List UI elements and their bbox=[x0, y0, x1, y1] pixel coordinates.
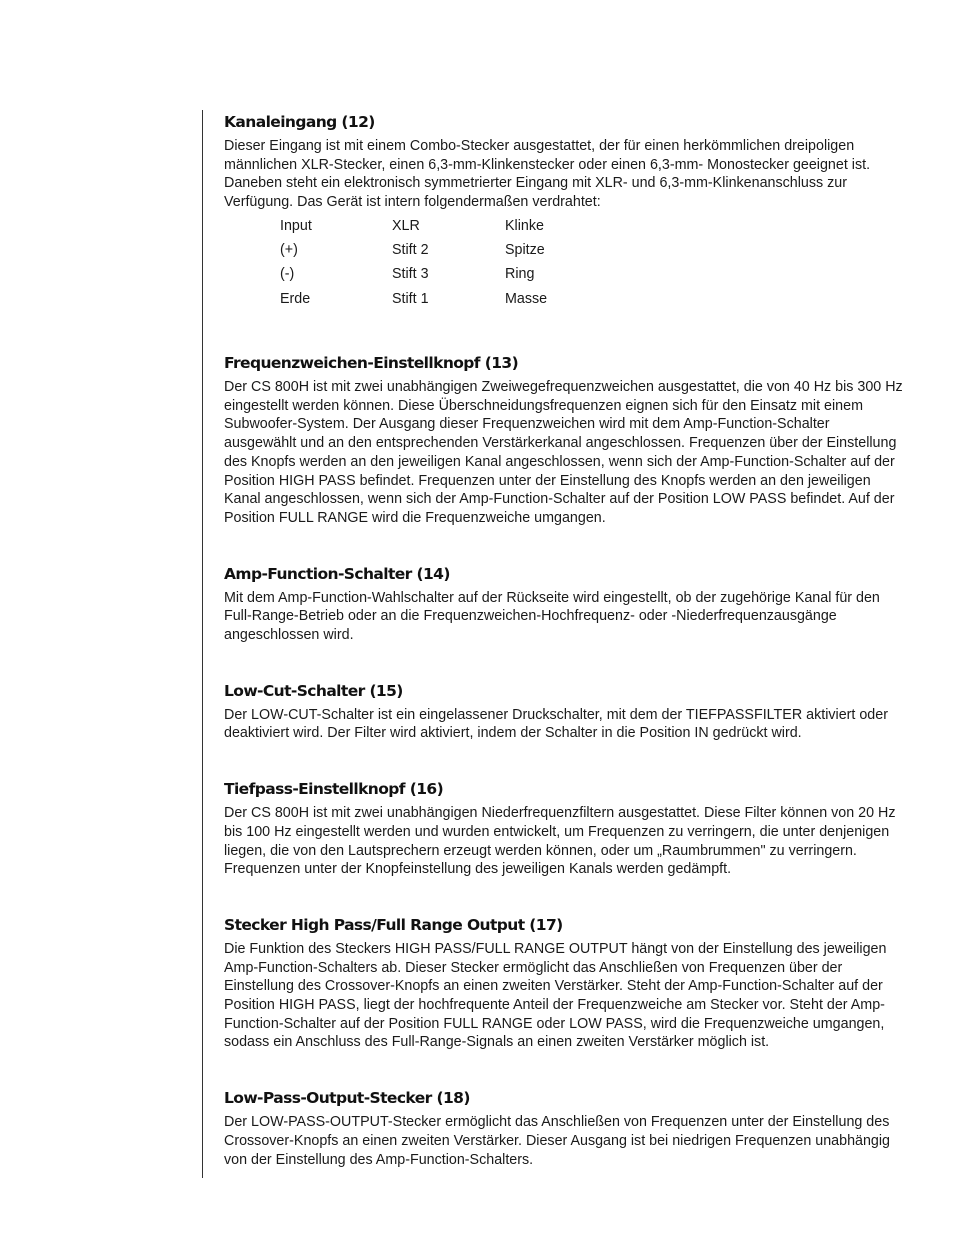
section-tiefpass bbox=[224, 779, 904, 879]
section-paragraph: Mit dem Amp-Function-Wahlschalter auf der Rückseite wird eingestellt, ob der zugehörige Kanal für den Full-Range-Betrieb oder an die Frequenzweichen-Hochfrequenz- oder -Niederfrequenzausgänge angeschlossen wird. bbox=[224, 589, 880, 644]
section-low-cut bbox=[224, 681, 904, 743]
section-paragraph: Der LOW-PASS-OUTPUT-Stecker ermöglicht das Anschließen von Frequenzen unter der Einstellung des Crossover-Knopfs an einen zweiten Verstärker. Dieser Ausgang ist bei niedrigen Frequenzen unabhängig von der Einstellung des Amp-Function-Schalters. bbox=[224, 1114, 891, 1168]
section-paragraph: Dieser Eingang ist mit einem Combo-Stecker ausgestattet, der für einen herkömmlichen dreipoligen männlichen XLR-Stecker, einen 6,3-mm-Klinkenstecker oder einen 6,3-mm- Monostecker geeignet ist. Daneben steht ein elektronisch symmetrierter Eingang mit XLR- und 6,3-mm-Klinkenanschluss zur Verfügung. Das Gerät ist intern folgendermaßen verdrahtet: bbox=[224, 138, 871, 211]
section-low-pass-output bbox=[224, 1088, 904, 1169]
section-paragraph: Der CS 800H ist mit zwei unabhängigen Niederfrequenzfiltern ausgestattet. Diese Filter können von 20 Hz bis 100 Hz eingestellt werden und wurden entwickelt, um Frequenzen zu verringern, die unter denjenigen liegen, die von den Lautsprechern erzeugt werden können, oder um „Raumbrummen" zu verringern. Frequenzen unter der Knopfeinstellung des jeweiligen Kanals werden gedämpft. bbox=[224, 805, 896, 878]
table-cell: Stift 3 bbox=[392, 266, 429, 283]
table-cell: Masse bbox=[505, 290, 548, 307]
table-cell: Spitze bbox=[505, 242, 545, 259]
table-row bbox=[280, 266, 625, 290]
section-heading: Kanaleingang (12) bbox=[224, 113, 375, 131]
section-heading: Low-Pass-Output-Stecker (18) bbox=[224, 1089, 470, 1108]
table-cell: Erde bbox=[280, 290, 311, 307]
section-paragraph: Der CS 800H ist mit zwei unabhängigen Zweiwegefrequenzweichen ausgestattet, die von 40 Hz bis 300 Hz eingestellt werden können. Diese Überschneidungsfrequenzen eignen sich für den Einsatz mit einem Subwoofer-System. Der Ausgang dieser Frequenzweichen wird mit dem Amp-Function-Schalter ausgewählt und an den entsprechenden Verstärkerkanal angeschlossen. Frequenzen über der Einstellung des Knopfs werden an den jeweiligen Kanal angeschlossen, wenn sich der Amp-Function-Schalter auf der Position HIGH PASS befindet. Frequenzen unter der Einstellung des Knopfs werden an den jeweiligen Kanal angeschlossen, wenn sich der Amp-Function-Schalter auf der Position LOW PASS befindet. Auf der Position FULL RANGE wird die Frequenzweiche umgangen. bbox=[224, 379, 903, 526]
table-cell: XLR bbox=[392, 217, 420, 234]
table-cell: (-) bbox=[280, 266, 295, 283]
table-cell: Input bbox=[280, 217, 312, 234]
table-cell: Klinke bbox=[505, 217, 544, 234]
section-heading: Frequenzweichen-Einstellknopf (13) bbox=[224, 354, 519, 372]
section-paragraph: Der LOW-CUT-Schalter ist ein eingelassener Druckschalter, mit dem der TIEFPASSFILTER aktiviert oder deaktiviert wird. Der Filter wird aktiviert, indem der Schalter in die Position IN gedrückt wird. bbox=[224, 706, 888, 742]
section-heading: Low-Cut-Schalter (15) bbox=[224, 681, 403, 700]
document-body bbox=[224, 112, 904, 1169]
table-cell: (+) bbox=[280, 242, 298, 259]
table-cell: Stift 2 bbox=[392, 242, 429, 259]
margin-rule bbox=[202, 110, 203, 1178]
section-frequenzweichen bbox=[224, 353, 904, 528]
section-heading: Stecker High Pass/Full Range Output (17) bbox=[224, 915, 563, 934]
section-heading: Amp-Function-Schalter (14) bbox=[224, 564, 450, 583]
table-cell: Stift 1 bbox=[392, 290, 429, 307]
section-paragraph: Die Funktion des Steckers HIGH PASS/FULL RANGE OUTPUT hängt von der Einstellung des jeweiligen Amp-Function-Schalters ab. Dieser Stecker ermöglicht das Anschließen von Frequenzen über der Einstellung des Crossover-Knopfs an einen zweiten Verstärker. Steht der Amp-Function-Schalter auf der Position HIGH PASS, liegt der hochfrequente Anteil der Frequenzweiche am Stecker vor. Steht der Amp-Function-Schalter auf der Position FULL RANGE oder LOW PASS, wird die Frequenzweiche umgangen, sodass ein Anschluss des Full-Range-Signals an einen zweiten Verstärker möglich ist. bbox=[224, 940, 887, 1051]
section-heading: Tiefpass-Einstellknopf (16) bbox=[224, 780, 444, 799]
table-row bbox=[280, 218, 625, 242]
table-row bbox=[280, 242, 625, 266]
table-cell: Ring bbox=[505, 266, 535, 283]
wiring-table bbox=[280, 218, 625, 315]
section-amp-function bbox=[224, 564, 904, 645]
table-row bbox=[280, 291, 625, 315]
section-kanaleingang bbox=[224, 112, 904, 315]
section-high-pass-output bbox=[224, 915, 904, 1052]
